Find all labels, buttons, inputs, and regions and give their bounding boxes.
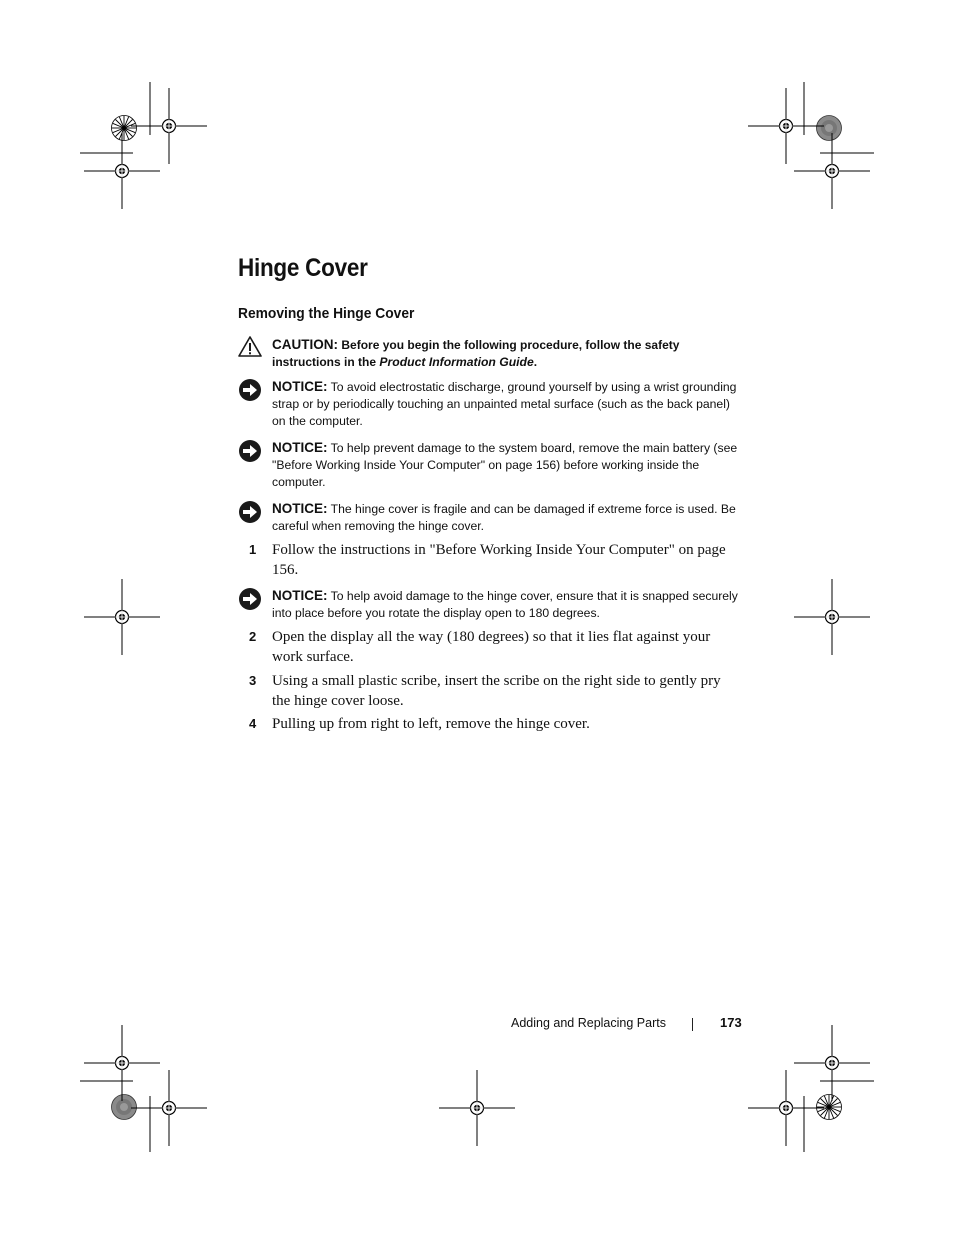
- page-number: 173: [720, 1015, 742, 1030]
- guide-title: Product Information Guide: [379, 355, 534, 369]
- step-number: 3: [249, 673, 257, 688]
- footer-divider: [692, 1018, 693, 1031]
- notice-text: The hinge cover is fragile and can be damaged if extreme force is used. Be careful when removing the hinge cover.: [272, 502, 736, 533]
- page-title: Hinge Cover: [238, 254, 368, 282]
- caution-triangle-icon: [238, 335, 262, 359]
- step-text: Follow the instructions in "Before Working Inside Your Computer" on page 156.: [272, 542, 726, 578]
- step-number: 1: [249, 542, 257, 557]
- step-text: Pulling up from right to left, remove the hinge cover.: [272, 716, 590, 732]
- notice-arrow-icon: [238, 378, 262, 402]
- caution-callout: [238, 335, 738, 371]
- notice-callout: [238, 500, 738, 536]
- step-text: Open the display all the way (180 degrees) so that it lies flat against your work surface.: [272, 629, 711, 665]
- list-item: [238, 541, 738, 581]
- footer-section-title: Adding and Replacing Parts: [511, 1016, 666, 1030]
- caution-text: Before you begin the following procedure, follow the safety instructions in the: [272, 338, 680, 369]
- notice-arrow-icon: [238, 439, 262, 463]
- step-number: 4: [249, 716, 257, 731]
- notice-label: NOTICE:: [272, 379, 328, 394]
- step-text: Using a small plastic scribe, insert the scribe on the right side to gently pry the hinge cover loose.: [272, 673, 721, 709]
- notice-arrow-icon: [238, 587, 262, 611]
- notice-callout: [238, 439, 738, 493]
- notice-label: NOTICE:: [272, 501, 328, 516]
- notice-callout: [238, 587, 738, 623]
- notice-label: NOTICE:: [272, 440, 328, 455]
- notice-callout: [238, 378, 738, 432]
- section-heading: Removing the Hinge Cover: [238, 305, 415, 322]
- notice-label: NOTICE:: [272, 588, 328, 603]
- list-item: [238, 715, 738, 737]
- notice-text: To avoid electrostatic discharge, ground yourself by using a wrist grounding strap or by periodically touching an unpainted metal surface (such as the back panel) on the computer.: [272, 380, 737, 428]
- notice-arrow-icon: [238, 500, 262, 524]
- list-item: [238, 672, 738, 712]
- step-number: 2: [249, 629, 257, 644]
- list-item: [238, 628, 738, 668]
- notice-text: To help prevent damage to the system board, remove the main battery (see "Before Working Inside Your Computer" on page 156) before working inside the computer.: [272, 441, 738, 489]
- caution-label: CAUTION:: [272, 337, 338, 352]
- notice-text: To help avoid damage to the hinge cover, ensure that it is snapped securely into place before you rotate the display open to 180 degrees.: [272, 589, 738, 620]
- caution-text-end: .: [533, 355, 538, 369]
